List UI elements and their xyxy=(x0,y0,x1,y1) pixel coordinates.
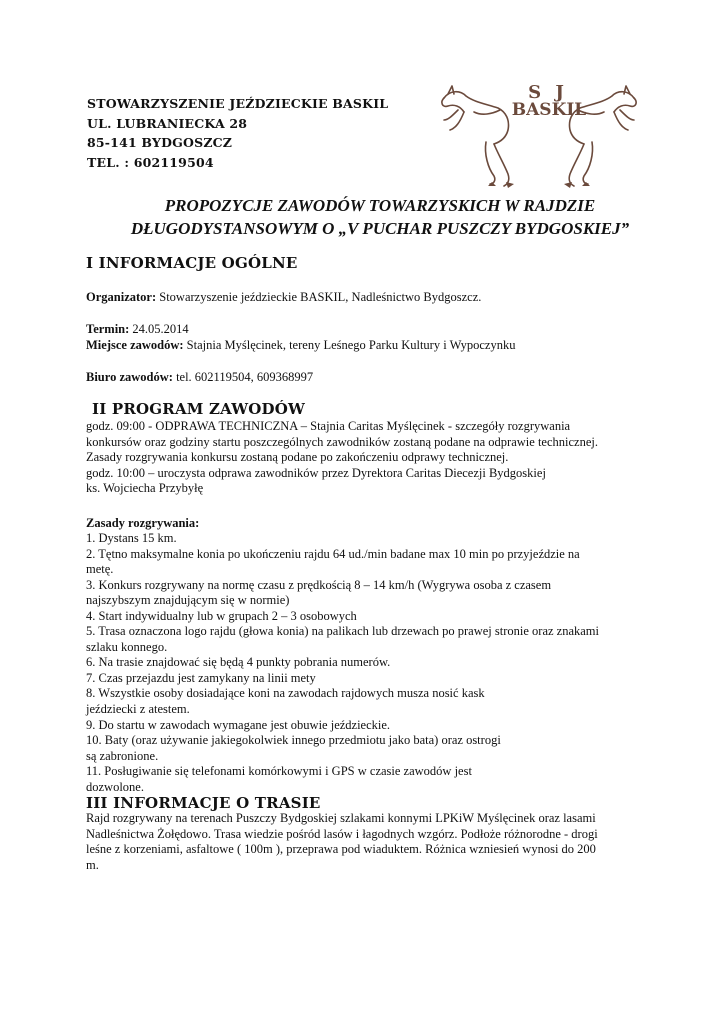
organizer-label: Organizator: xyxy=(86,290,157,304)
rule-line: 9. Do startu w zawodach wymagane jest obuwie jeździeckie. xyxy=(86,717,391,732)
rule-line: szlaku konnego. xyxy=(86,639,168,654)
date-line xyxy=(86,322,189,338)
rule-line: 5. Trasa oznaczona logo rajdu (głowa konia) na palikach lub drzewach po prawej stronie oraz znakami xyxy=(86,624,600,639)
rule-line: najszybszym znajdującym się w normie) xyxy=(86,593,290,608)
route-line: Nadleśnictwa Żołędowo. Trasa wiedzie pośród lasów i łagodnych wzgórz. Podłoże różnorodne - drogi xyxy=(86,826,598,841)
rules-list xyxy=(86,531,599,795)
organization-address xyxy=(87,94,388,172)
rules-heading xyxy=(86,516,199,532)
program-line: ks. Wojciecha Przybyłę xyxy=(86,481,204,496)
rule-line: są zabronione. xyxy=(86,748,159,763)
place-label: Miejsce zawodów: xyxy=(86,338,184,352)
rule-line: 10. Baty (oraz używanie jakiegokolwiek innego przedmiotu jako bata) oraz ostrogi xyxy=(86,733,501,748)
organizer-line xyxy=(86,290,481,306)
rule-line: 8. Wszystkie osoby dosiadające koni na zawodach rajdowych musza nosić kask xyxy=(86,686,485,701)
route-description xyxy=(86,811,598,873)
rule-line: 11. Posługiwanie się telefonami komórkowymi i GPS w czasie zawodów jest xyxy=(86,764,472,779)
rule-line: 7. Czas przejazdu jest zamykany na linii mety xyxy=(86,670,316,685)
office-label: Biuro zawodów: xyxy=(86,370,173,384)
date-label: Termin: xyxy=(86,322,130,336)
route-line: m. xyxy=(86,857,99,872)
date-value: 24.05.2014 xyxy=(129,322,189,336)
section-1-heading: I INFORMACJE OGÓLNE xyxy=(86,254,298,272)
office-value: tel. 602119504, 609368997 xyxy=(172,370,314,384)
program-line: godz. 10:00 – uroczysta odprawa zawodników przez Dyrektora Caritas Diecezji Bydgoskiej xyxy=(86,465,546,480)
org-name: STOWARZYSZENIE JEŹDZIECKIE BASKIL xyxy=(87,96,389,111)
document-title xyxy=(80,194,680,240)
rule-line: 6. Na trasie znajdować się będą 4 punkty pobrania numerów. xyxy=(86,655,391,670)
office-line xyxy=(86,370,313,386)
logo-initials: S J xyxy=(528,82,568,103)
org-phone: TEL. : 602119504 xyxy=(87,154,214,170)
organizer-value: Stowarzyszenie jeździeckie BASKIL, Nadleśnictwo Bydgoszcz. xyxy=(156,290,482,304)
title-line-1: PROPOZYCJE ZAWODÓW TOWARZYSKICH W RAJDZIE xyxy=(164,196,596,215)
rule-line: dozwolone. xyxy=(86,779,144,794)
rule-line: 1. Dystans 15 km. xyxy=(86,531,177,545)
section-3-heading: III INFORMACJE O TRASIE xyxy=(86,794,321,812)
baskil-logo xyxy=(434,76,644,194)
route-line: leśne z korzeniami, asfaltowe ( 100m ), przeprawa pod wiaduktem. Różnica wzniesień wynosi do 200 xyxy=(86,842,596,857)
rule-line: jeździecki z atestem. xyxy=(86,702,190,717)
org-city: 85-141 BYDGOSZCZ xyxy=(87,135,233,150)
program-line: godz. 09:00 - ODPRAWA TECHNICZNA – Stajnia Caritas Myślęcinek - szczegóły rozgrywania xyxy=(86,419,571,433)
program-text xyxy=(86,419,598,497)
place-line xyxy=(86,338,515,354)
title-line-2: DŁUGODYSTANSOWYM O „V PUCHAR PUSZCZY BYDGOSKIEJ” xyxy=(130,219,630,238)
rule-line: 2. Tętno maksymalne konia po ukończeniu rajdu 64 ud./min badane max 10 min po przyjeździe na xyxy=(86,546,580,561)
rule-line: 3. Konkurs rozgrywany na normę czasu z prędkością 8 – 14 km/h (Wygrywa osoba z czasem xyxy=(86,577,552,592)
rule-line: metę. xyxy=(86,562,114,577)
route-line: Rajd rozgrywany na terenach Puszczy Bydgoskiej szlakami konnymi LPKiW Myślęcinek oraz lasami xyxy=(86,811,596,825)
org-street: UL. LUBRANIECKA 28 xyxy=(87,115,248,131)
logo-name: BASKIL xyxy=(511,100,587,120)
place-value: Stajnia Myślęcinek, tereny Leśnego Parku Kultury i Wypoczynku xyxy=(183,338,516,352)
rule-line: 4. Start indywidualny lub w grupach 2 – 3 osobowych xyxy=(86,608,357,623)
rules-heading-text: Zasady rozgrywania: xyxy=(86,516,200,530)
section-2-heading: II PROGRAM ZAWODÓW xyxy=(92,400,306,418)
program-line: konkursów oraz godziny startu poszczególnych zawodników zostaną podane na odprawie technicznej. xyxy=(86,434,598,449)
program-line: Zasady rozgrywania konkursu zostaną podane po zakończeniu odprawy technicznej. xyxy=(86,450,509,465)
